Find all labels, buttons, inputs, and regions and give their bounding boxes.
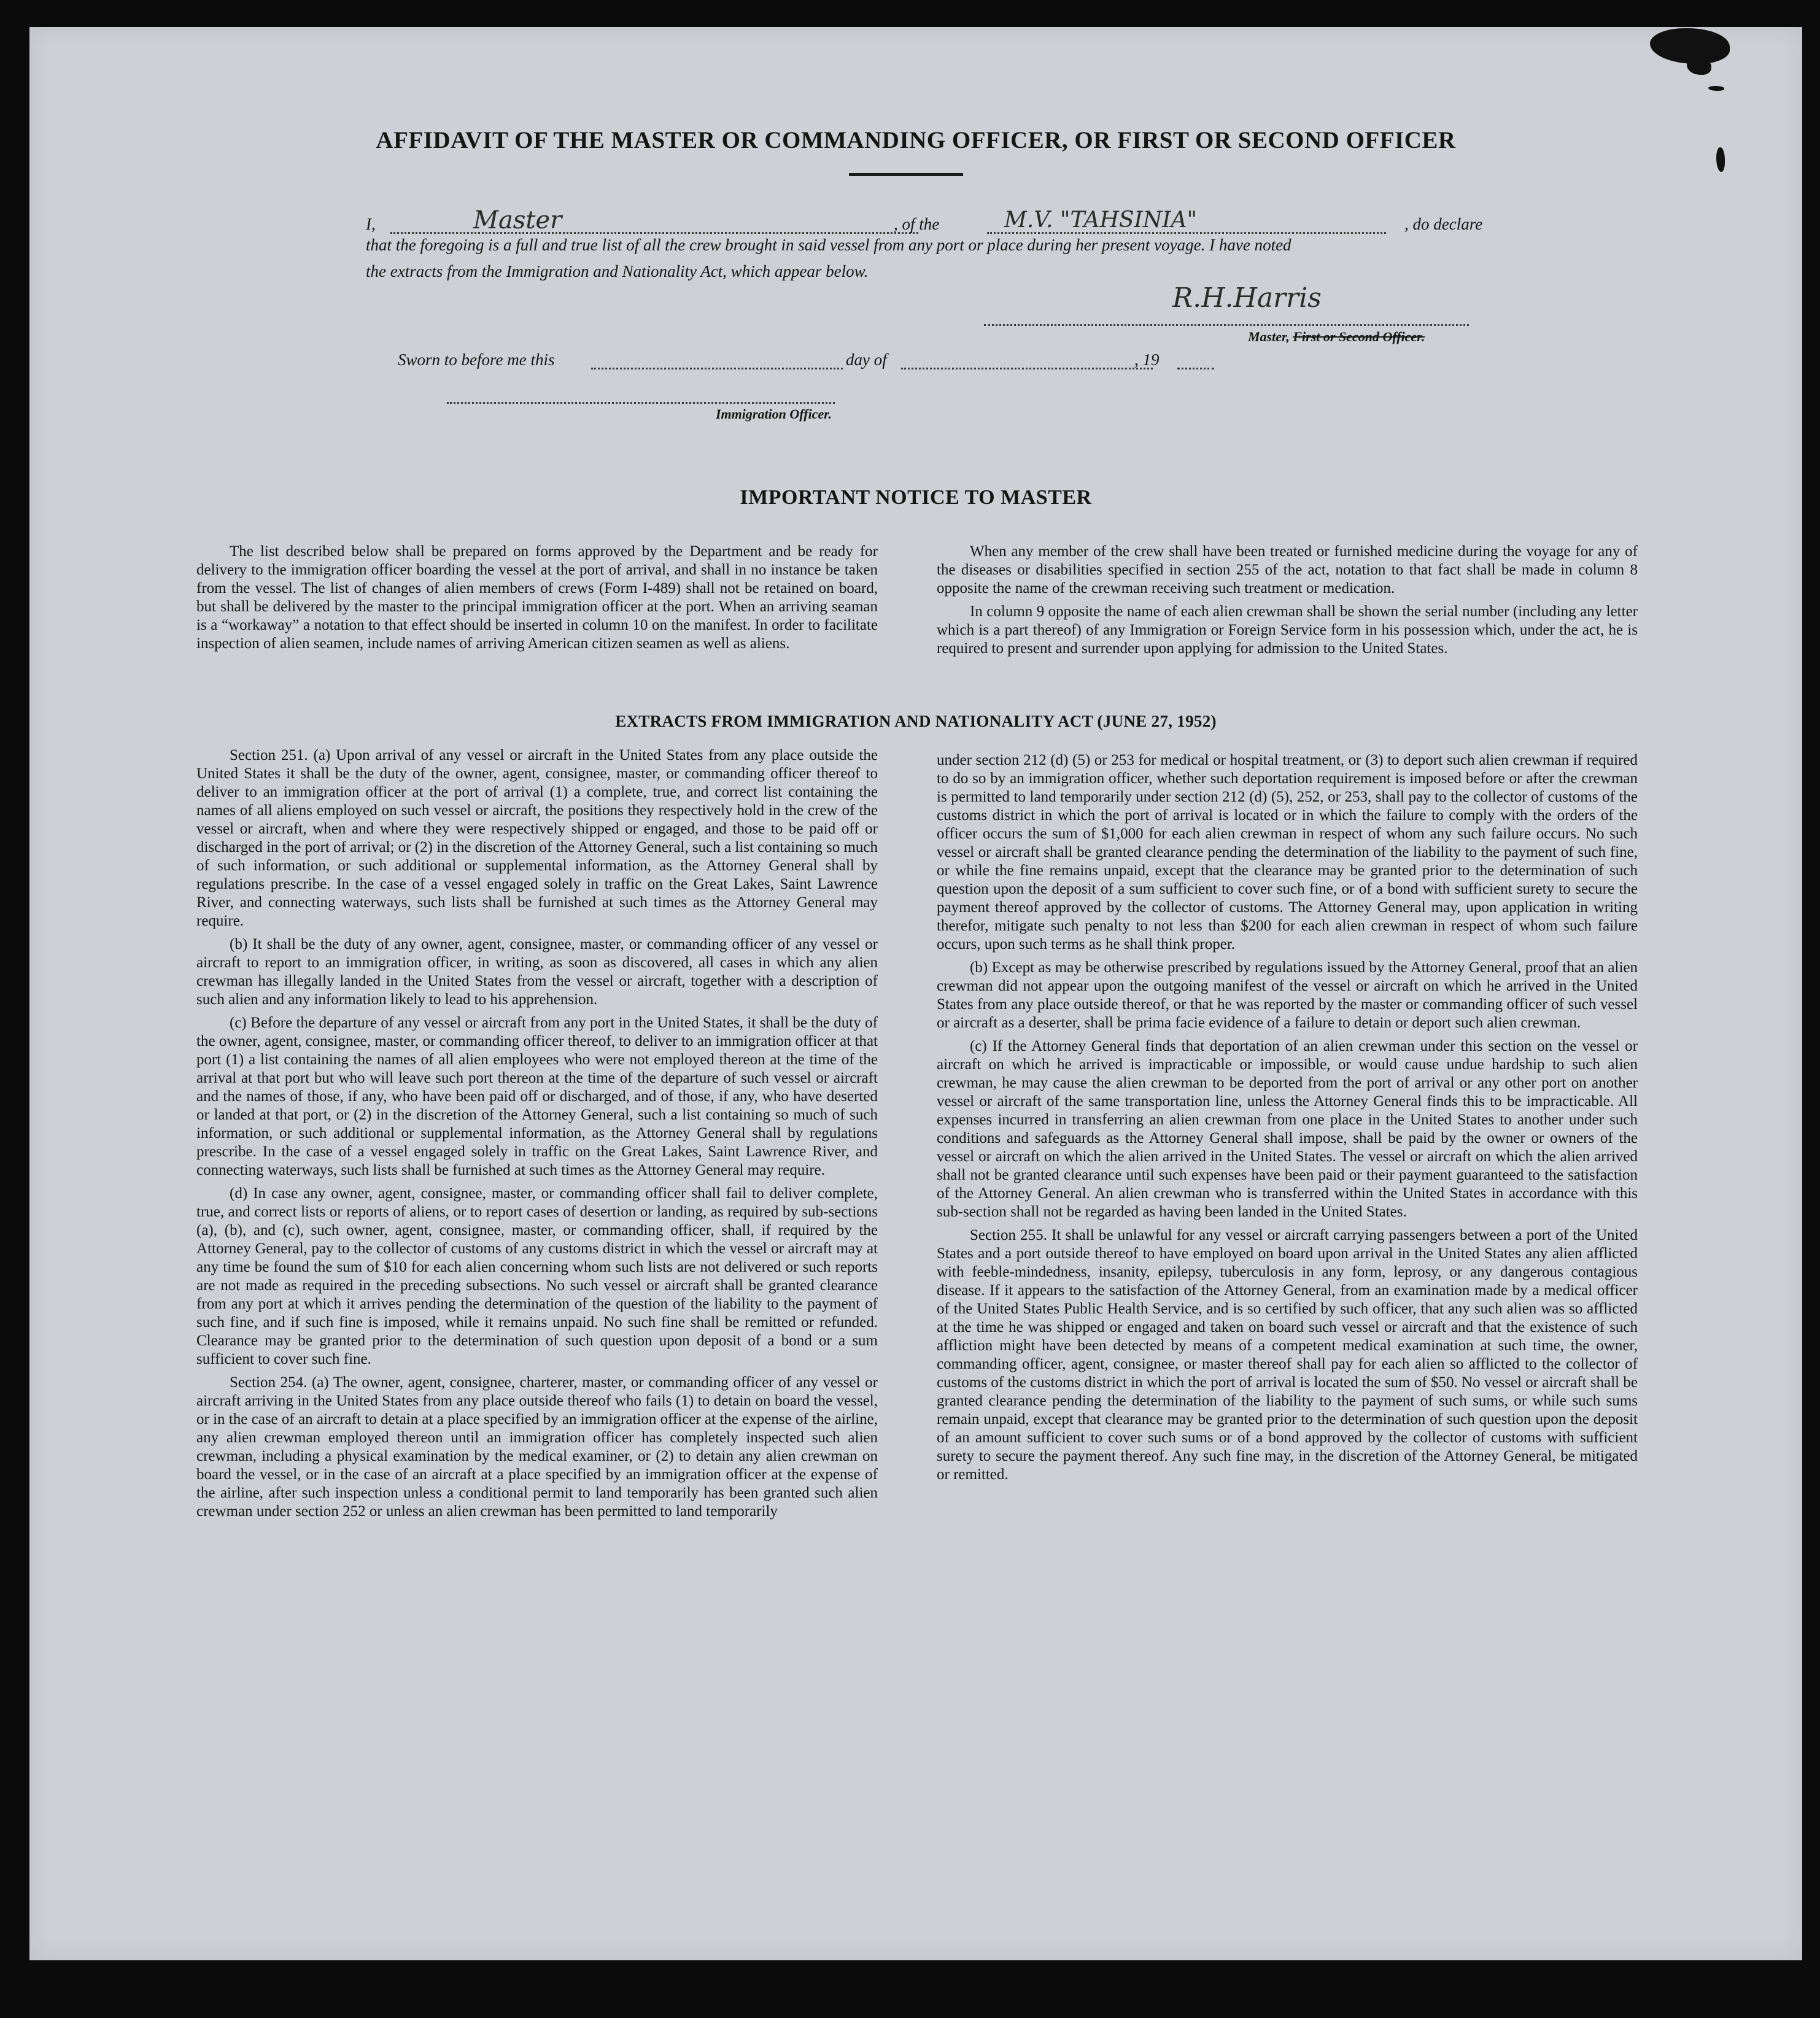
do-declare-text: , do declare [1404,215,1483,233]
extract-paragraph: (d) In case any owner, agent, consignee, master, or commanding officer shall fail to deliver complete, true, and correct lists or reports of aliens, or to report cases of desertion or landing, as required by sub-sections (a), (b), and (c), such owner, agent, consignee, master, or commanding officer, shall, if required by the Attorney General, pay to the collector of customs of any customs district in which the vessel or aircraft may at any time be found the sum of $10 for each alien concerning whom such lists are not delivered or such reports are not made as required in the preceding subsections. No such vessel or aircraft shall be granted clearance from any port at which it arrives pending the determination of the question of the liability to the payment of such fine, and if such fine is imposed, while it remains unpaid. No such fine shall be remitted or refunded. Clearance may be granted prior to the determination of such question upon deposit of a bond or a sum sufficient to cover such fine. [196,1185,878,1367]
sworn-year-label: , 19 [1134,350,1160,369]
sworn-day-label: day of [846,350,887,369]
struck-officer-label: First or Second Officer. [1293,329,1425,344]
signature-line [984,324,1469,326]
name-field-line [390,232,918,234]
ink-blot [1708,86,1724,91]
extracts-title: EXTRACTS FROM IMMIGRATION AND NATIONALITY ACT (JUNE 27, 1952) [615,712,1217,730]
sworn-month-line [901,368,1153,369]
extract-paragraph: (c) Before the departure of any vessel or aircraft from any port in the United States, it shall be the duty of the owner, agent, consignee, master, or commanding officer thereof, to deliver to an immigration officer at that port (1) a list containing the names of all alien employees who were not employed thereon at the time of the arrival at that port but who will leave such port thereon at the time of the departure of such vessel or aircraft and the names of those, if any, who have been paid off or discharged, and of those, if any, who have deserted or landed at that port, or (2) in the discretion of the Attorney General, such a list containing so much of such information, or such additional or supplemental information, as the Attorney General shall by regulations prescribe. In the case of a vessel engaged solely in traffic on the Great Lakes, Saint Lawrence River, and connecting waterways, such lists shall be furnished at such times as the Attorney General may require. [196,1015,878,1178]
of-the-text: , of the [894,215,940,233]
notice-right-column [937,543,1638,663]
extracts-left-column [196,746,878,1526]
notice-paragraph: The list described below shall be prepared on forms approved by the Department and be ready for delivery to the immigration officer boarding the vessel at the port of arrival, and shall in no instance be taken from the vessel. The list of changes of alien members of crews (Form I-489) shall not be retained on board, but shall be delivered by the master to the principal immigration officer at the port. When an arriving seaman is a “workaway” a notation to that effect should be inserted in column 10 on the manifest. In order to facilitate inspection of alien seamen, include names of arriving American citizen seamen as well as aliens. [196,543,878,652]
notice-paragraph: When any member of the crew shall have been treated or furnished medicine during the voyage for any of the diseases or disabilities specified in section 255 of the act, notation to that fact shall be made in column 8 opposite the name of the crewman receiving such treatment or medication. [937,543,1638,597]
master-signature: R.H.Harris [1172,282,1322,314]
document-page [29,27,1802,1960]
vessel-handwritten: M.V. "TAHSINIA" [1004,207,1198,233]
name-handwritten: Master [473,206,562,234]
master-label: Master, [1248,329,1290,344]
ink-blot [1650,28,1730,64]
extract-paragraph: (b) Except as may be otherwise prescribed by regulations issued by the Attorney General, proof that an alien crewman did not appear upon the outgoing manifest of the vessel or aircraft on which he arrived in the United States from any place outside thereof, or that he was reported by the master or commanding officer of such vessel or aircraft as a deserter, shall be prima facie evidence of a failure to detain or deport such alien crewman. [937,959,1638,1031]
extract-paragraph: Section 254. (a) The owner, agent, consignee, charterer, master, or commanding officer of any vessel or aircraft arriving in the United States from any place outside thereof who fails (1) to detain on board the vessel, or in the case of an aircraft to detain at a place specified by an immigration officer at the expense of the airline, any alien crewman employed thereon until an immigration officer has completely inspected such alien crewman, including a physical examination by the medical examiner, or (2) to detain any alien crewman on board the vessel, or in the case of an aircraft at a place specified by an immigration officer at the expense of the airline, after such inspection unless a conditional permit to land temporarily has been granted such alien crewman under section 252 or unless an alien crewman has been permitted to land temporarily [196,1374,878,1520]
notice-paragraph: In column 9 opposite the name of each alien crewman shall be shown the serial number (including any letter which is a part thereof) of any Immigration or Foreign Service form in his possession which, under the act, he is required to present and surrender upon applying for admission to the United States. [937,603,1638,657]
extract-paragraph: (b) It shall be the duty of any owner, agent, consignee, master, or commanding officer of any vessel or aircraft to report to an immigration officer, in writing, as soon as discovered, all cases in which any alien crewman has illegally landed in the United States from the vessel or aircraft, together with a description of such alien and any information likely to lead to his apprehension. [196,936,878,1008]
declaration-line [366,206,1503,234]
extract-paragraph: (c) If the Attorney General finds that deportation of an alien crewman under this section on the vessel or aircraft on which he arrived is impracticable or impossible, or would cause undue hardship to such alien crewman, he may cause the alien crewman to be deported from the port of arrival or any other port on another vessel or aircraft of the same transportation line, unless the Attorney General finds this to be impracticable. All expenses incurred in transferring an alien crewman from one place in the United States to another under such conditions and safeguards as the Attorney General shall impose, shall be paid by the owner or owners of the vessel or aircraft on which the alien arrived in the United States. The vessel or aircraft on which the alien arrived shall not be granted clearance until such expenses have been paid or their payment guaranteed to the satisfaction of the Attorney General. An alien crewman who is transferred within the United States in accordance with this sub-section shall not be regarded as having been landed in the United States. [937,1038,1638,1220]
sworn-year-line [1177,368,1214,369]
sworn-prefix: Sworn to before me this [398,350,555,369]
notice-left-column [196,543,878,658]
prefix-i: I, [366,215,376,233]
extract-paragraph: Section 251. (a) Upon arrival of any vessel or aircraft in the United States from any place outside the United States it shall be the duty of the owner, agent, consignee, master, or commanding officer thereof to deliver to an immigration officer at the port of arrival (1) a complete, true, and correct list containing the names of all aliens employed on such vessel or aircraft, the positions they respectively hold in the crew of the vessel or aircraft, when and where they were respectively shipped or engaged, and those to be paid off or discharged in the port of arrival; or (2) in the discretion of the Attorney General, such a list containing so much of such information, or such additional or supplemental information, as the Attorney General shall by regulations prescribe. In the case of a vessel engaged solely in traffic on the Great Lakes, Saint Lawrence River, and connecting waterways, such lists shall be furnished at such times as the Attorney General may require. [196,747,878,929]
officer-signature-line [447,402,835,404]
affidavit-title: AFFIDAVIT OF THE MASTER OR COMMANDING OFFICER, OR FIRST OR SECOND OFFICER [376,127,1456,153]
declaration-line-3: the extracts from the Immigration and Nationality Act, which appear below. [366,262,869,280]
title-rule [849,173,963,176]
sworn-date-line [591,368,843,369]
signature-label [1248,329,1425,345]
extracts-right-column [937,751,1638,1489]
extract-paragraph: under section 212 (d) (5) or 253 for medical or hospital treatment, or (3) to deport such alien crewman if required to do so by an immigration officer, whether such deportation requirement is imposed before or after the crewman is permitted to land temporarily under section 212 (d) (5), 252, or 253, shall pay to the collector of customs of the customs district in which the port of arrival is located or in which the failure to comply with the orders of the officer occurs the sum of $1,000 for each alien crewman in respect of whom any such failure occurs. No such vessel or aircraft shall be granted clearance pending the determination of the liability to the payment of such fine, or while the fine remains unpaid, except that the clearance may be granted prior to the determination of such question upon the deposit of a sum sufficient to cover such fine, or of a bond with sufficient surety to secure the payment thereof approved by the collector of customs. The Attorney General may, upon application in writing therefor, mitigate such penalty to not less than $200 for each alien crewman in respect of whom such failure occurs, upon such terms as he shall think proper. [937,752,1638,953]
notice-title: IMPORTANT NOTICE TO MASTER [740,486,1092,509]
ink-blot [1687,58,1711,75]
declaration-line-2: that the foregoing is a full and true list of all the crew brought in said vessel from any port or place during her present voyage. I have noted [366,236,1291,254]
extract-paragraph: Section 255. It shall be unlawful for any vessel or aircraft carrying passengers between a port of the United States and a port outside thereof to have employed on board upon arrival in the United States any alien afflicted with feeble-mindedness, insanity, epilepsy, tuberculosis in any form, leprosy, or any dangerous contagious disease. If it appears to the satisfaction of the Attorney General, from an examination made by a medical officer of the United States Public Health Service, and is so certified by such officer, that any such alien was so afflicted at the time he was shipped or engaged and taken on board such vessel or aircraft and that the existence of such affliction might have been detected by means of a competent medical examination at such time, the owner, commanding officer, agent, consignee, or master thereof shall pay for each alien so afflicted to the collector of customs of the customs district in which the port of arrival is located the sum of $50. No vessel or aircraft shall be granted clearance pending the determination of the liability to the payment of such sums, or while such sums remain unpaid, except that clearance may be granted prior to the determination of such question upon the deposit of an amount sufficient to cover such sums or of a bond approved by the collector of customs with sufficient surety to secure the payment thereof. Any such fine may, in the discretion of the Attorney General, be mitigated or remitted. [937,1227,1638,1483]
immigration-officer-label: Immigration Officer. [716,406,832,422]
sworn-line [398,350,1257,375]
